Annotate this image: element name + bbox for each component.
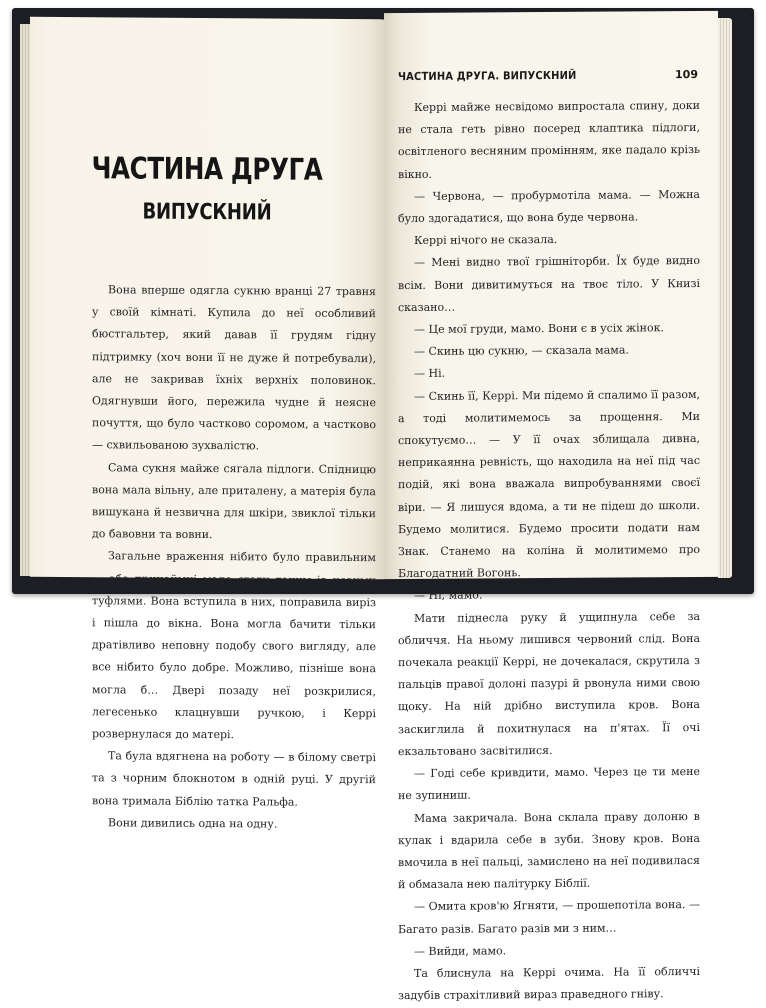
paragraph: Загальне враження нібито було правильним — або принаймні мало стати таким із новими туфлями. Вона вступила в них, поправила виріз і пішла до вікна. Вона могла бачити тільки дратівливо неповну подобу свого вигляду, але все нібито було добре. Можливо, пізніше вона могла б… Двері позаду неї розкрилися, легесенько клацнувши ручкою, і Керрі розвернулася до матері.: [92, 549, 376, 742]
paragraph: — Ні.: [414, 367, 446, 381]
paragraph: — Годі себе кривдити, мамо. Через це ти мене не зупиниш.: [398, 765, 700, 803]
right-page-body: [398, 95, 700, 1007]
paragraph: Та блиснула на Керрі очима. На її обличчі задубів страхітливий вираз праведного гніву.: [398, 964, 700, 1003]
paragraph: Мама закричала. Вона склала праву долоню в кулак і вдарила себе в зуби. Знову кров. Вона вмочила в неї пальці, замислено на неї подивилася й обмазала нею палітурку Біблії.: [398, 809, 700, 892]
left-page-edges: [20, 24, 30, 576]
paragraph: — Скинь її, Керрі. Ми підемо й спалимо її разом, а тоді молитимемось за прощення. Ми спокутуємо… — У її очах зблищала дивна, неприкаянна ревність, що находила на неї під час подій, які вона вважала випробуваннями своєї віри. — Я лишуся вдома, а ти не підеш до школи. Будемо молитися. Будемо просити подати нам Знак. Станемо на коліна й молитимемо про Благодатний Вогонь.: [398, 387, 700, 581]
paragraph: — Ні, мамо.: [414, 588, 483, 603]
paragraph: — Вийди, мамо.: [414, 944, 507, 958]
paragraph: — Скинь цю сукню, — сказала мама.: [414, 343, 629, 359]
page-number: 109: [675, 67, 698, 82]
left-page-body: [92, 279, 376, 836]
paragraph: Керрі нічого не сказала.: [414, 233, 558, 248]
running-header: ЧАСТИНА ДРУГА. ВИПУСКНИЙ: [398, 68, 577, 84]
left-page: [30, 17, 384, 831]
right-page: [384, 11, 718, 1003]
paragraph: Та була вдягнена на роботу — в білому светрі та з чорним блокнотом в одній руці. У другій вона тримала Біблію татка Ральфа.: [92, 749, 376, 809]
show-through-header: [100, 51, 380, 65]
paragraph: Керрі майже несвідомо випростала спину, доки не стала геть рівно посеред клаптика підлоги, освітленого весняним промінням, яке падало крізь вікно.: [398, 98, 700, 181]
paragraph: Мати піднесла руку й ущипнула себе за обличчя. На ньому лишився червоний слід. Вона почекала реакції Керрі, не дочекалася, скрутила з пальців правої долоні пазурі й рвонула ними свою щоку. На ній дрібно виступила кров. Вона заскиглила й похитнулася на п'ятах. Її очі екзальтовано засвітилися.: [398, 609, 700, 758]
paragraph: Сама сукня майже сягала підлоги. Спідницю вона мала вільну, але приталену, а матерія була вишукана й незвична для шкіри, звиклої тільки до бавовни та вовни.: [92, 460, 376, 542]
part-title: ЧАСТИНА ДРУГА: [91, 151, 323, 188]
paragraph: Вона вперше одягла сукню вранці 27 травня у своїй кімнаті. Купила до неї особливий бюстгальтер, який давав її грудям гідну підтримку (хоч вони її не дуже й потребували), але не закривав їхніх верхніх половинок. Одягнувши його, пережила чудне й неясне почуття, що було частково соромом, а частково — схвильованою зухвалістю.: [92, 283, 376, 453]
paragraph: — Це мої груди, мамо. Вони є в усіх жінок.: [414, 321, 664, 336]
paragraph: Вони дивились одна на одну.: [108, 816, 278, 831]
part-subtitle: ВИПУСКНИЙ: [142, 199, 272, 226]
paragraph: — Мені видно твої грішнiторби. Їх буде видно всім. Вони дивитимуться на твоє тіло. У Книзі сказано…: [398, 254, 700, 314]
right-page-edges: [718, 18, 732, 578]
paragraph: — Червона, — пробурмотіла мама. — Можна було здогадатися, що вона буде червона.: [398, 187, 700, 226]
paragraph: — Омита кров'ю Ягняти, — прошепотіла вона. — Багато разів. Багато разів ми з ним…: [398, 898, 700, 936]
